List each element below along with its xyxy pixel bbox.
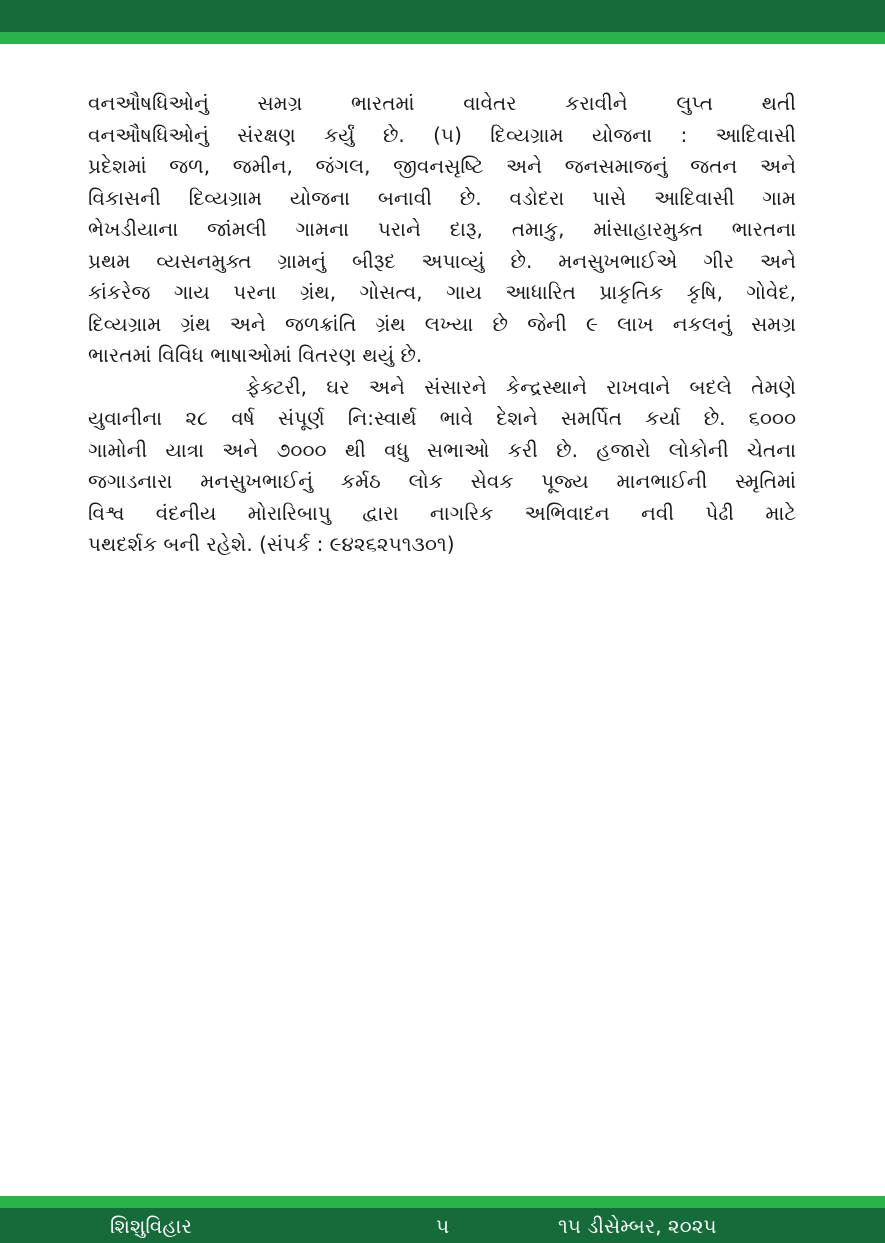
text-line: જગાડનારા મનસુખભાઈનું કર્મઠ લોક સેવક પૂજ્ય માનભાઈની સ્મૃતિમાં — [88, 469, 796, 493]
page-number: ૫ — [436, 1214, 450, 1238]
text-line: ફેક્ટરી, ઘર અને સંસારને કેન્દ્રસ્થાને રાખવાને બદલે તેમણે — [246, 374, 796, 399]
header-band — [0, 0, 885, 32]
header-stripe — [0, 32, 885, 44]
text-line: વનઔષધિઓનું સંરક્ષણ કર્યું છે. (૫) દિવ્યગ્રામ યોજના : આદિવાસી — [88, 122, 796, 147]
paragraph-2 — [88, 372, 796, 561]
article-body — [88, 88, 796, 561]
footer-stripe — [0, 1196, 885, 1208]
paragraph-1 — [88, 88, 796, 372]
text-line: વિશ્વ વંદનીય મોરારિબાપુ દ્વારા નાગરિક અભિવાદન નવી પેઢી માટે — [88, 500, 796, 525]
footer-band — [0, 1208, 885, 1243]
text-line: પ્રદેશમાં જળ, જમીન, જંગલ, જીવનસૃષ્ટિ અને જનસમાજનું જતન અને — [88, 154, 796, 178]
text-line: યુવાનીના ૨૮ વર્ષ સંપૂર્ણ નિ:સ્વાર્થ ભાવે દેશને સમર્પિત કર્યા છે. ૬૦૦૦ — [88, 406, 796, 430]
text-line: ભારતમાં વિવિધ ભાષાઓમાં વિતરણ થયું છે. — [88, 343, 423, 367]
text-line: પ્રથમ વ્યસનમુક્ત ગ્રામનું બીરૂદ અપાવ્યું છે. મનસુખભાઈએ ગીર અને — [88, 248, 796, 273]
text-line: વિકાસની દિવ્યગ્રામ યોજના બનાવી છે. વડોદરા પાસે આદિવાસી ગામ — [88, 185, 796, 210]
text-line: પથદર્શક બની રહેશે. (સંપર્ક : ૯૪૨૬૨૫૧૩૦૧) — [88, 532, 455, 556]
text-line: ગામોની યાત્રા અને ૭૦૦૦ થી વધુ સભાઓ કરી છે. હજારો લોકોની ચેતના — [88, 437, 796, 462]
publication-name: શિશુવિહાર — [110, 1214, 192, 1238]
text-line: વનઔષધિઓનું સમગ્ર ભારતમાં વાવેતર કરાવીને લુપ્ત થતી — [88, 91, 796, 115]
issue-date: ૧૫ ડીસેમ્બર, ૨૦૨૫ — [558, 1214, 717, 1238]
text-line: ભેખડીયાના જાંમલી ગામના પરાને દારૂ, તમાકુ, માંસાહારમુક્ત ભારતના — [88, 217, 796, 241]
text-line: દિવ્યગ્રામ ગ્રંથ અને જળક્રાંતિ ગ્રંથ લખ્યા છે જેની ૯ લાખ નકલનું સમગ્ર — [88, 311, 796, 336]
text-line: કાંકરેજ ગાય પરના ગ્રંથ, ગોસત્વ, ગાય આધારિત પ્રાકૃતિક કૃષિ, ગોવેદ, — [88, 280, 796, 304]
